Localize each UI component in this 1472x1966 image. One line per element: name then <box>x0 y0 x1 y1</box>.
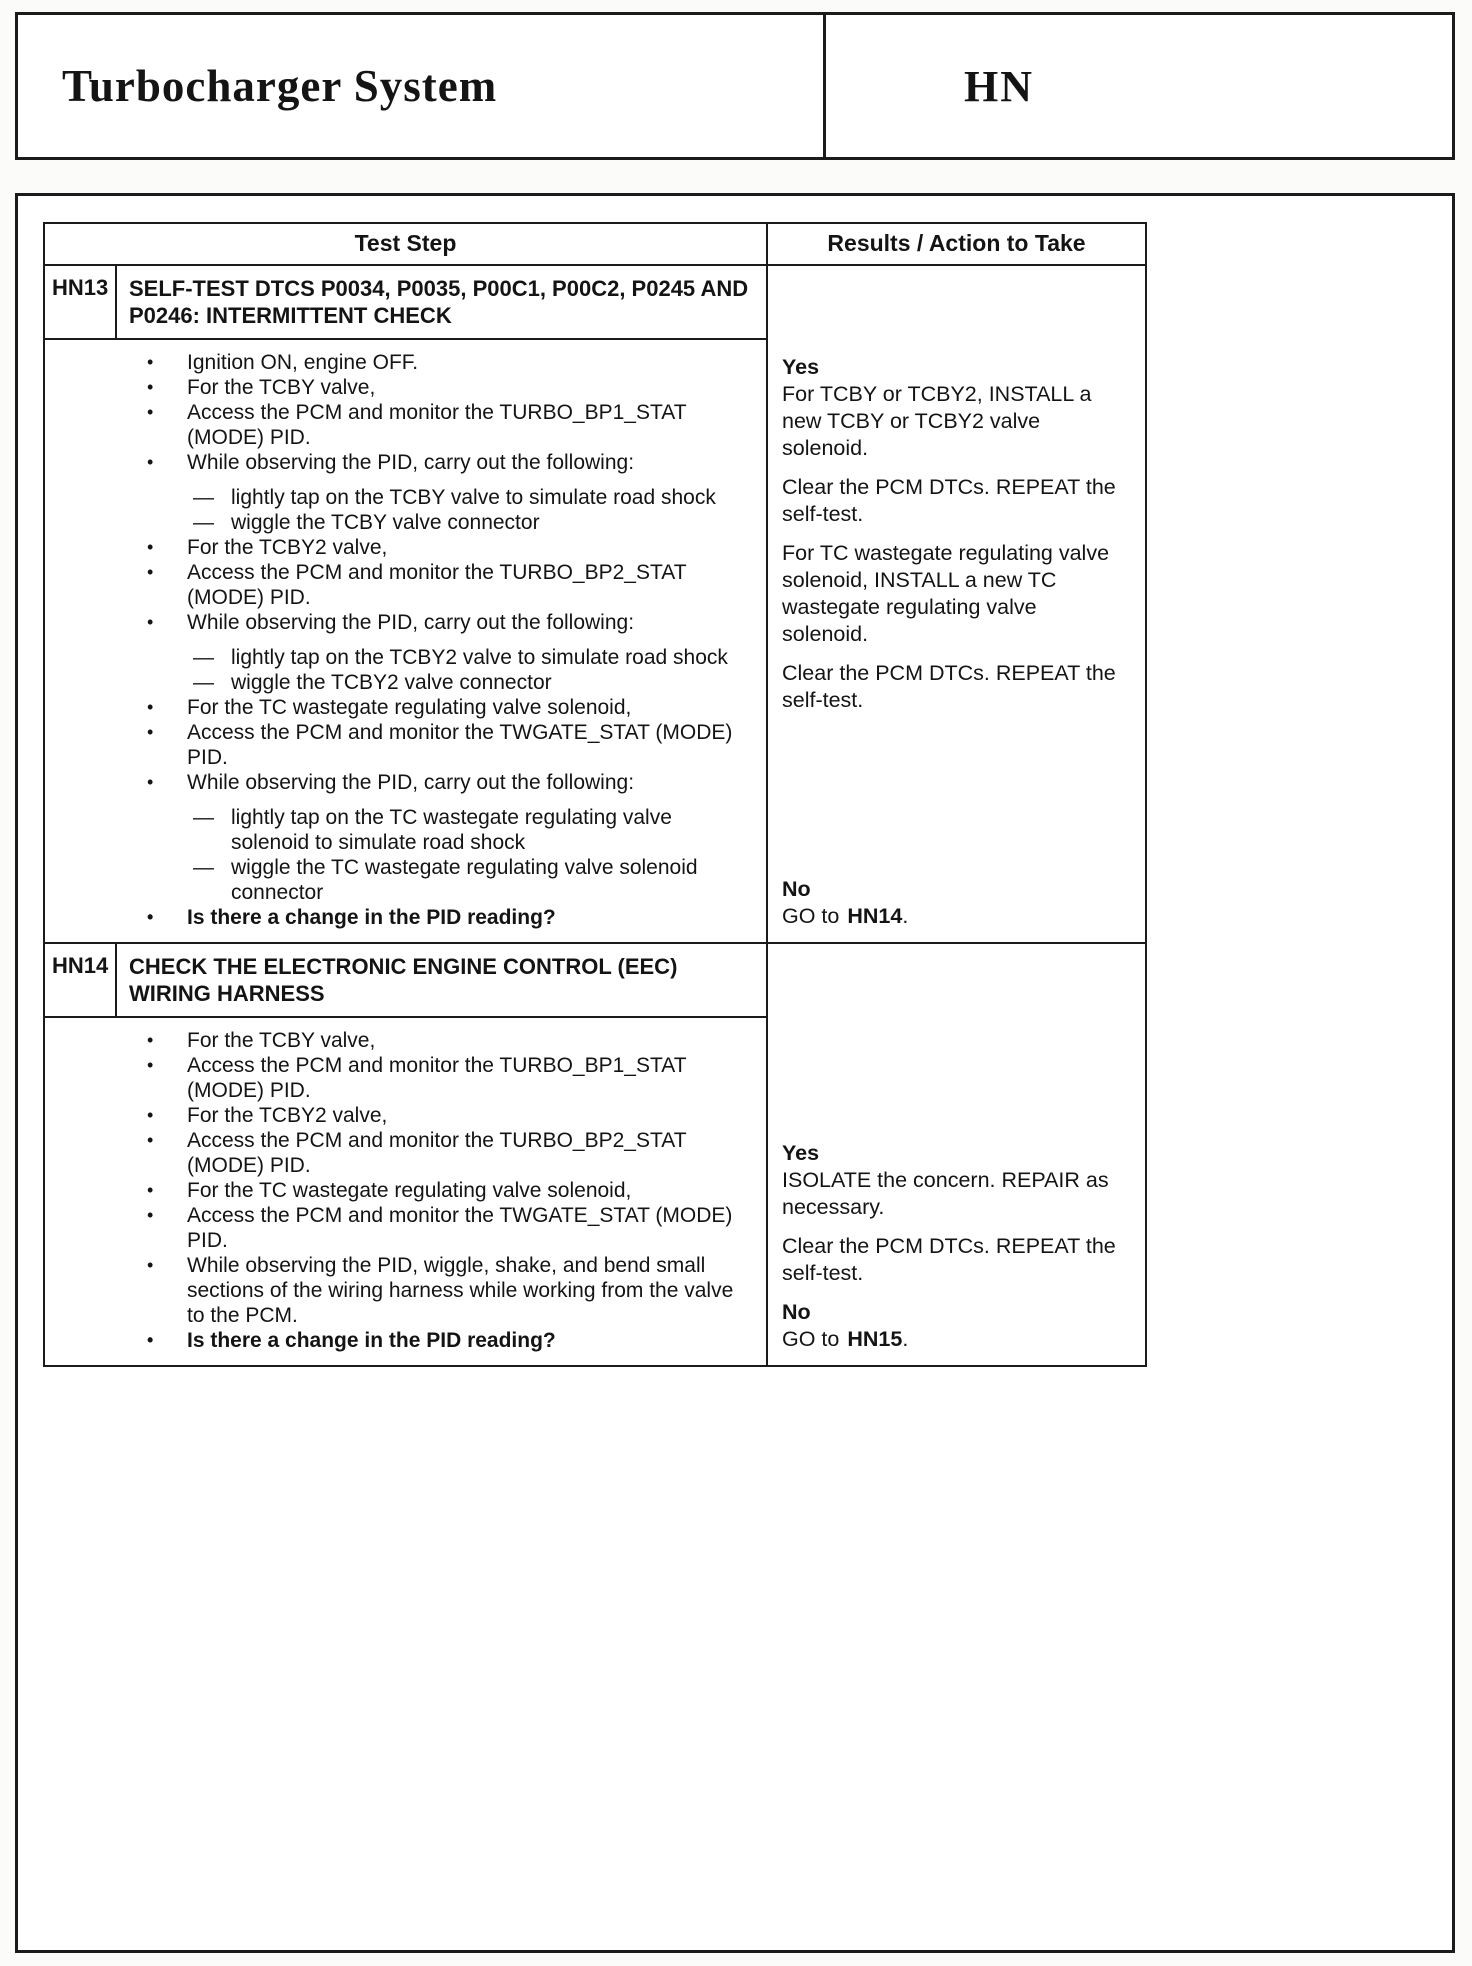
instruction-text: While observing the PID, carry out the following: <box>187 451 635 474</box>
instruction-item <box>45 1203 758 1253</box>
bullet-icon: • <box>147 697 154 717</box>
instruction-text: For the TCBY valve, <box>187 376 376 399</box>
step-id: HN14 <box>45 944 117 1016</box>
step-id: HN13 <box>45 266 117 338</box>
instruction-text: For the TCBY2 valve, <box>187 1104 388 1127</box>
instruction-item <box>45 670 758 695</box>
bullet-icon: • <box>147 377 154 397</box>
instruction-item <box>45 770 758 795</box>
result-label: No <box>782 877 811 901</box>
test-step-row <box>45 266 1145 942</box>
dash-icon: — <box>193 486 214 509</box>
instruction-text: Access the PCM and monitor the TURBO_BP1_STAT (MODE) PID. <box>187 1054 687 1102</box>
goto-suffix: . <box>902 904 909 928</box>
instruction-text: Access the PCM and monitor the TURBO_BP2_STAT (MODE) PID. <box>187 1129 687 1177</box>
instruction-text: Access the PCM and monitor the TWGATE_STAT (MODE) PID. <box>187 1204 733 1252</box>
instruction-text: Access the PCM and monitor the TWGATE_STAT (MODE) PID. <box>187 721 733 769</box>
instruction-item <box>45 1028 758 1053</box>
dash-icon: — <box>193 671 214 694</box>
result-paragraph: Clear the PCM DTCs. REPEAT the self-test. <box>782 661 1116 712</box>
goto-prefix: GO to <box>782 1327 840 1351</box>
instruction-item <box>45 510 758 535</box>
goto-target: HN14 <box>847 904 903 928</box>
instruction-item <box>45 450 758 475</box>
instruction-text: lightly tap on the TC wastegate regulating valve solenoid to simulate road shock <box>231 806 672 854</box>
instruction-item <box>45 1253 758 1328</box>
instruction-text: wiggle the TCBY valve connector <box>231 511 540 534</box>
bullet-icon: • <box>147 1255 154 1275</box>
bullet-icon: • <box>147 1180 154 1200</box>
goto-line <box>782 1326 1127 1353</box>
dash-icon: — <box>193 646 214 669</box>
test-steps <box>45 266 1145 1365</box>
dash-icon: — <box>193 511 214 534</box>
goto-target: HN15 <box>847 1327 903 1351</box>
bullet-icon: • <box>147 1130 154 1150</box>
test-step-cell <box>45 944 768 1365</box>
instruction-text: While observing the PID, carry out the following: <box>187 771 635 794</box>
column-header-results: Results / Action to Take <box>827 230 1086 256</box>
instruction-item <box>45 1328 758 1353</box>
bullet-icon: • <box>147 1105 154 1125</box>
section-code: HN <box>964 61 1034 111</box>
bullet-icon: • <box>147 352 154 372</box>
result-paragraph: Clear the PCM DTCs. REPEAT the self-test. <box>782 1234 1116 1285</box>
bullet-icon: • <box>147 452 154 472</box>
bullet-icon: • <box>147 1055 154 1075</box>
step-instructions <box>45 1018 766 1365</box>
test-step-cell <box>45 266 768 942</box>
result-paragraph: For TC wastegate regulating valve solenoid, INSTALL a new TC wastegate regulating valve solenoid. <box>782 541 1110 646</box>
instruction-text: Is there a change in the PID reading? <box>187 906 556 929</box>
instruction-item <box>45 1053 758 1103</box>
results-cell <box>768 944 1145 1365</box>
instruction-text: Is there a change in the PID reading? <box>187 1329 556 1352</box>
results-cell <box>768 266 1145 942</box>
bullet-icon: • <box>147 562 154 582</box>
dash-icon: — <box>193 856 214 879</box>
column-header-test-step: Test Step <box>45 224 768 264</box>
dash-icon: — <box>193 806 214 829</box>
instruction-text: For the TC wastegate regulating valve solenoid, <box>187 1179 632 1202</box>
result-paragraph: Clear the PCM DTCs. REPEAT the self-test. <box>782 475 1116 526</box>
instruction-text: lightly tap on the TCBY valve to simulate road shock <box>231 486 716 509</box>
instruction-text: wiggle the TCBY2 valve connector <box>231 671 552 694</box>
test-step-row <box>45 942 1145 1365</box>
instruction-item <box>45 400 758 450</box>
pinpoint-test-table <box>43 222 1147 1367</box>
instruction-item <box>45 350 758 375</box>
instruction-text: For the TCBY2 valve, <box>187 536 388 559</box>
step-title: SELF-TEST DTCS P0034, P0035, P00C1, P00C2, P0245 AND P0246: INTERMITTENT CHECK <box>129 276 749 328</box>
instruction-item <box>45 485 758 510</box>
page-title: Turbocharger System <box>62 61 498 111</box>
bullet-icon: • <box>147 722 154 742</box>
document-header-left <box>18 15 823 157</box>
instruction-item <box>45 720 758 770</box>
bullet-icon: • <box>147 1030 154 1050</box>
bullet-icon: • <box>147 907 154 927</box>
result-label: Yes <box>782 1141 820 1165</box>
bullet-icon: • <box>147 1330 154 1350</box>
instruction-item <box>45 1103 758 1128</box>
bullet-icon: • <box>147 1205 154 1225</box>
bullet-icon: • <box>147 772 154 792</box>
bullet-icon: • <box>147 402 154 422</box>
result-label: Yes <box>782 355 820 379</box>
instruction-text: wiggle the TC wastegate regulating valve solenoid connector <box>231 856 698 904</box>
instruction-item <box>45 375 758 400</box>
instruction-text: For the TC wastegate regulating valve solenoid, <box>187 696 632 719</box>
document-header-right <box>823 15 1452 157</box>
instruction-item <box>45 1128 758 1178</box>
result-paragraph: For TCBY or TCBY2, INSTALL a new TCBY or TCBY2 valve solenoid. <box>782 382 1092 460</box>
instruction-text: Ignition ON, engine OFF. <box>187 351 419 374</box>
step-title: CHECK THE ELECTRONIC ENGINE CONTROL (EEC) WIRING HARNESS <box>129 954 678 1006</box>
content-box <box>15 193 1455 1953</box>
instruction-text: lightly tap on the TCBY2 valve to simulate road shock <box>231 646 728 669</box>
instruction-item <box>45 855 758 905</box>
instruction-item <box>45 645 758 670</box>
instruction-item <box>45 1178 758 1203</box>
instruction-text: Access the PCM and monitor the TURBO_BP2_STAT (MODE) PID. <box>187 561 687 609</box>
instruction-text: While observing the PID, wiggle, shake, and bend small sections of the wiring harness while working from the valve to the PCM. <box>187 1254 734 1327</box>
step-title-row <box>45 944 766 1018</box>
table-header-row <box>45 224 1145 266</box>
goto-line <box>782 903 1127 930</box>
instruction-item <box>45 905 758 930</box>
goto-prefix: GO to <box>782 904 840 928</box>
instruction-item <box>45 610 758 635</box>
step-instructions <box>45 340 766 942</box>
result-paragraph: ISOLATE the concern. REPAIR as necessary. <box>782 1168 1109 1219</box>
bullet-icon: • <box>147 612 154 632</box>
instruction-text: While observing the PID, carry out the following: <box>187 611 635 634</box>
step-title-row <box>45 266 766 340</box>
goto-suffix: . <box>902 1327 909 1351</box>
result-label: No <box>782 1300 811 1324</box>
instruction-text: For the TCBY valve, <box>187 1029 376 1052</box>
document-header <box>15 12 1455 160</box>
instruction-text: Access the PCM and monitor the TURBO_BP1_STAT (MODE) PID. <box>187 401 687 449</box>
instruction-item <box>45 695 758 720</box>
bullet-icon: • <box>147 537 154 557</box>
instruction-item <box>45 535 758 560</box>
instruction-item <box>45 805 758 855</box>
instruction-item <box>45 560 758 610</box>
